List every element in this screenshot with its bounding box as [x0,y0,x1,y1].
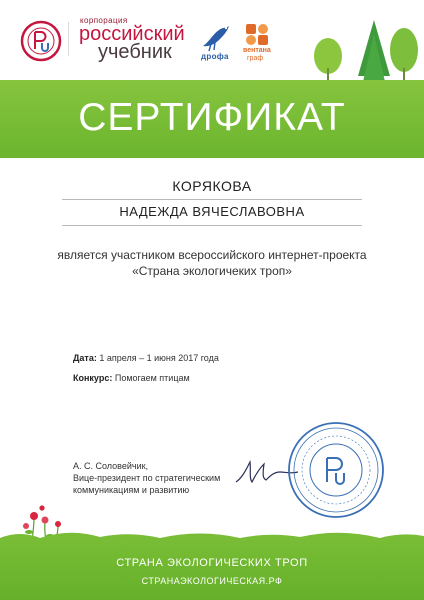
header [0,0,424,78]
footer-title: СТРАНА ЭКОЛОГИЧЕСКИХ ТРОП [116,557,308,569]
signer-title-line2: коммуникациям и развитию [73,485,190,495]
date-value: 1 апреля – 1 июня 2017 года [99,353,219,363]
ros-uchebnik-logo-icon [20,20,62,62]
signer-name: А. С. Соловейчик, [73,461,149,471]
footer-url[interactable]: СТРАНАЭКОЛОГИЧЕСКАЯ.РФ [141,576,283,586]
date-label: Дата: [73,353,97,363]
footer-bar [0,540,424,600]
drofa-bird-icon [199,22,233,52]
participation-line1: является участником всероссийского интернет-проекта [57,248,367,262]
graf-label: граф [247,55,264,62]
contest-value: Помогаем птицам [114,373,190,383]
project-name: «Страна экологичеких троп» [132,264,292,278]
divider-line [62,199,362,200]
drofa-label: дрофа [201,52,229,61]
contest-row [73,372,219,392]
corp-name-line2: учебник [98,41,172,63]
recipient-given-names: НАДЕЖДА ВЯЧЕСЛАВОВНА [119,204,305,219]
corp-name-line1: российский [79,23,185,45]
signer-block [73,460,220,496]
certificate-title: СЕРТИФИКАТ [78,96,346,139]
ventana-graf-icon [244,22,270,46]
logo-divider [68,22,69,56]
contest-label: Конкурс: [73,373,113,383]
recipient-surname: КОРЯКОВА [172,178,252,194]
divider-line [62,225,362,226]
stamp-icon [286,420,386,520]
signer-title-line1: Вице-президент по стратегическим [73,473,221,483]
date-row [73,352,219,372]
corp-label: корпорация [80,16,128,25]
participation-text [40,247,384,279]
details-block [73,352,219,392]
ventana-label: вентана [243,47,271,54]
